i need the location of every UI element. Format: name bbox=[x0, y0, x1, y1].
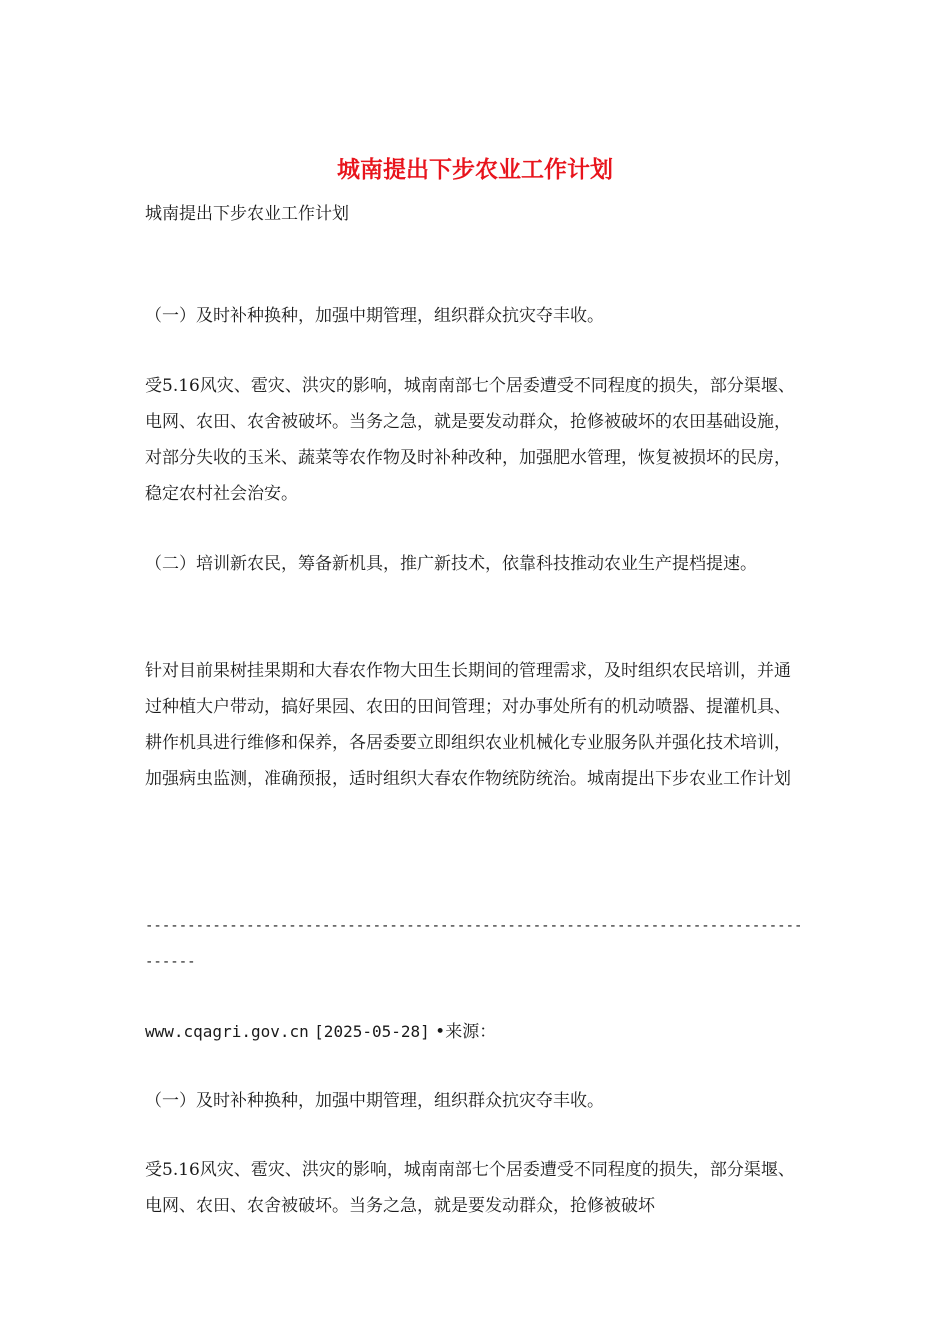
repeat-paragraph-heading: （一）及时补种换种，加强中期管理，组织群众抗灾夺丰收。 bbox=[145, 1091, 604, 1111]
paragraph-section-1-body: 受5.16风灾、雹灾、洪灾的影响，城南南部七个居委遭受不同程度的损失，部分渠堰、电网、农田、农舍被破坏。当务之急，就是要发动群众，抢修被破坏的农田基础设施，对部分失收的玉米、蔬菜等农作物及时补种改种，加强肥水管理，恢复被损坏的民房，稳定农村社会治安。 bbox=[145, 376, 795, 504]
source-line bbox=[145, 1014, 805, 1050]
paragraph-section-2-heading: （二）培训新农民，筹备新机具，推广新技术，依靠科技推动农业生产提档提速。 bbox=[145, 554, 757, 574]
repeat-paragraph-body: 受5.16风灾、雹灾、洪灾的影响，城南南部七个居委遭受不同程度的损失，部分渠堰、电网、农田、农舍被破坏。当务之急，就是要发动群众，抢修被破坏 bbox=[145, 1160, 795, 1216]
source-date: [2025-05-28] bbox=[314, 1022, 430, 1041]
document-title: 城南提出下步农业工作计划 bbox=[337, 156, 613, 183]
source-url: www.cqagri.gov.cn bbox=[145, 1022, 309, 1041]
document-subtitle: 城南提出下步农业工作计划 bbox=[145, 204, 349, 224]
paragraph-section-2-body: 针对目前果树挂果期和大春农作物大田生长期间的管理需求，及时组织农民培训，并通过种植大户带动，搞好果园、农田的田间管理；对办事处所有的机动喷器、提灌机具、耕作机具进行维修和保养，各居委要立即组织农业机械化专业服务队并强化技术培训，加强病虫监测，准确预报，适时组织大春农作物统防统治。城南提出下步农业工作计划 bbox=[145, 661, 791, 789]
source-label: •来源： bbox=[435, 1022, 497, 1042]
paragraph-section-1-heading: （一）及时补种换种，加强中期管理，组织群众抗灾夺丰收。 bbox=[145, 306, 604, 326]
divider-line: ------------------------------------------------------------------------------------ bbox=[145, 918, 803, 970]
